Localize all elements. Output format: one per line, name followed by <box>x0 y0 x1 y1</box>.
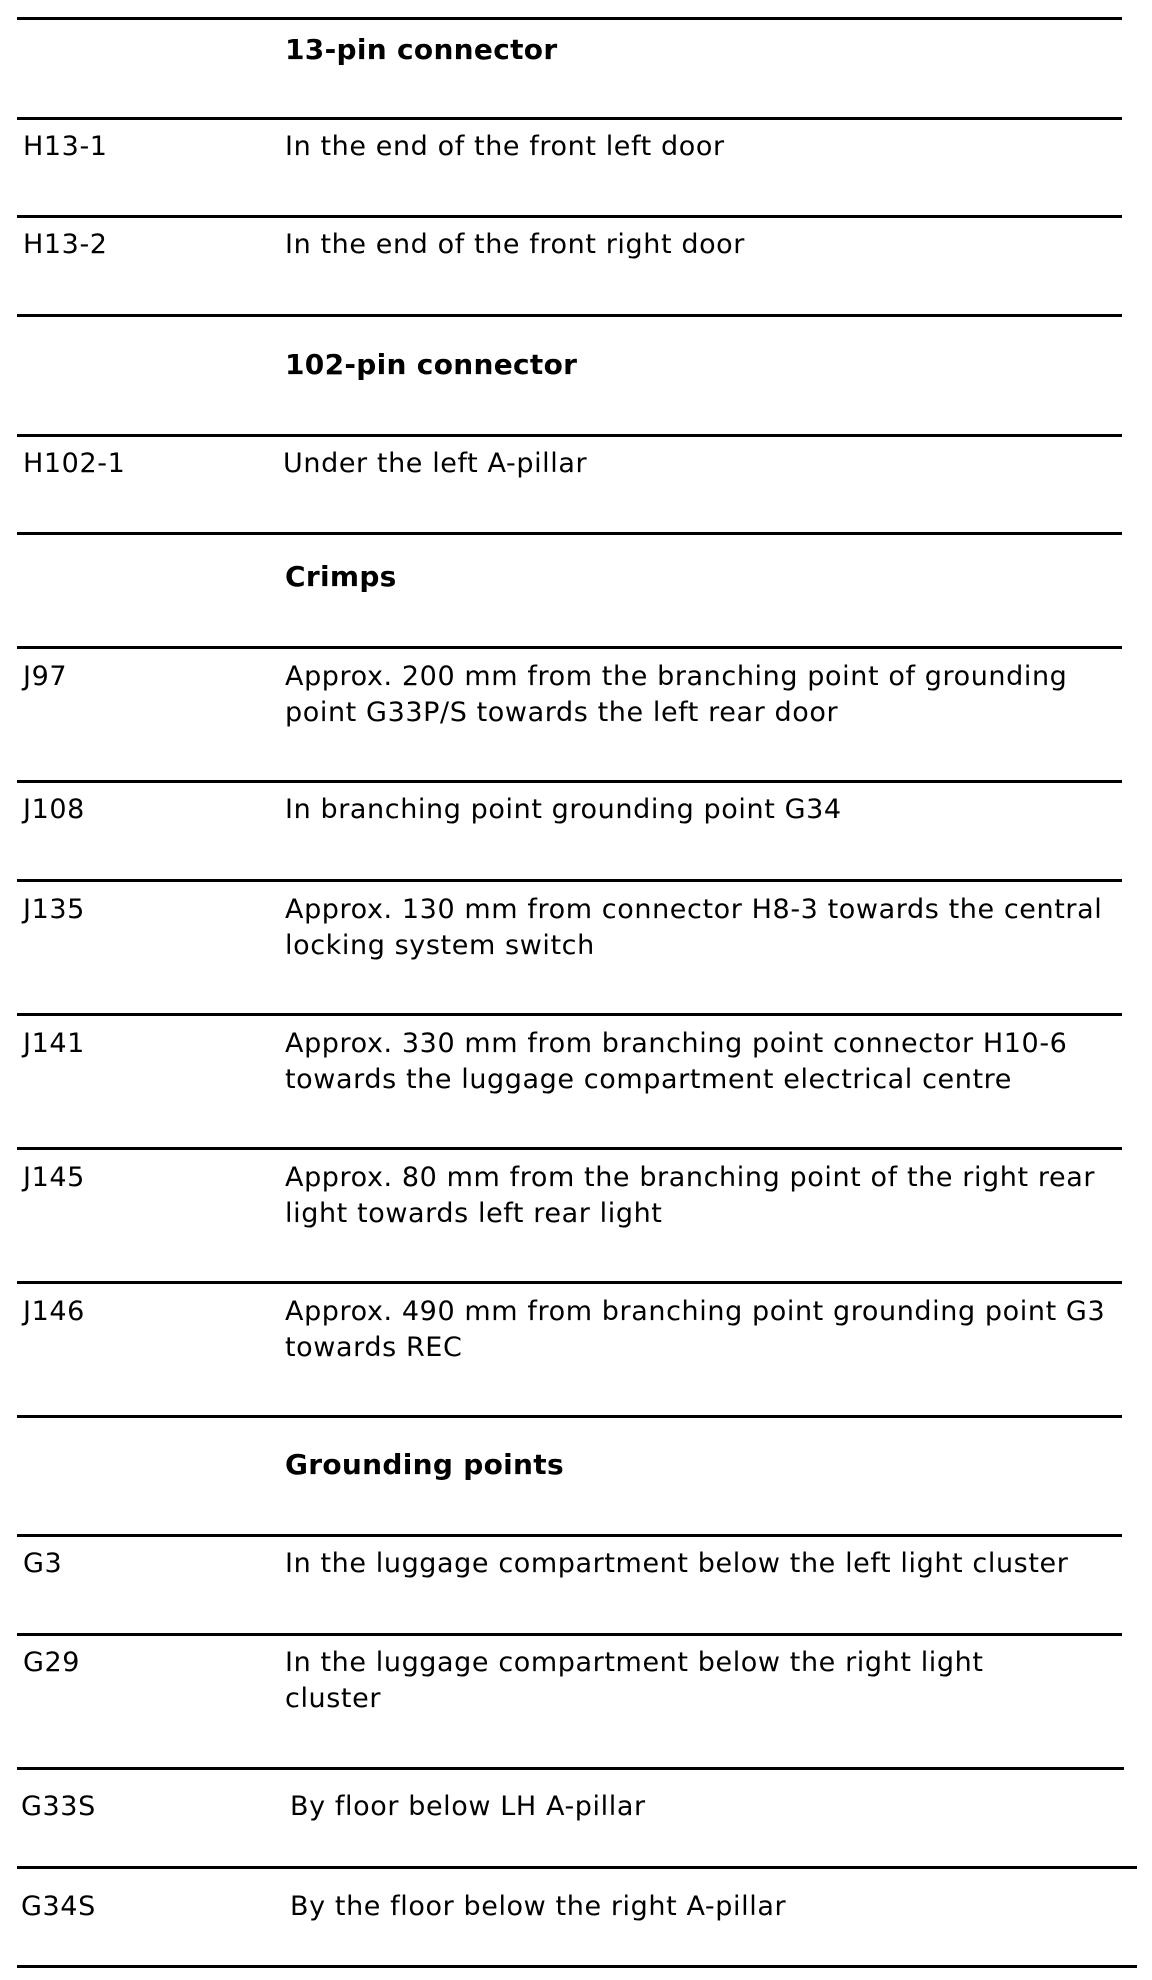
crimp-code: J97 <box>23 661 68 692</box>
table-rule <box>17 1633 1122 1636</box>
location-description: In the luggage compartment below the right light cluster <box>285 1647 984 1714</box>
table-rule <box>17 1415 1122 1418</box>
grounding-code: G29 <box>23 1647 81 1678</box>
table-rule <box>17 532 1122 535</box>
crimp-code: J141 <box>23 1028 85 1059</box>
table-rule <box>17 780 1122 783</box>
table-rule <box>17 1965 1137 1968</box>
location-description: Approx. 200 mm from the branching point of grounding point G33P/S towards the left rear door <box>285 661 1068 728</box>
grounding-code: G33S <box>21 1791 96 1822</box>
section-heading: 102-pin connector <box>285 348 578 381</box>
table-rule <box>17 117 1122 120</box>
crimp-code: J146 <box>23 1296 85 1327</box>
table-rule <box>17 646 1122 649</box>
location-description: Approx. 490 mm from branching point grounding point G3 towards REC <box>285 1296 1106 1363</box>
table-rule <box>17 314 1122 317</box>
table-rule <box>17 434 1122 437</box>
grounding-code: G34S <box>21 1891 96 1922</box>
section-heading: Grounding points <box>285 1448 564 1481</box>
grounding-code: G3 <box>23 1548 63 1579</box>
table-rule <box>17 1534 1122 1537</box>
location-description: By floor below LH A-pillar <box>290 1791 646 1822</box>
table-rule <box>17 1147 1122 1150</box>
crimp-code: J145 <box>23 1162 85 1193</box>
location-description: Under the left A-pillar <box>283 448 588 479</box>
location-description: By the floor below the right A-pillar <box>290 1891 787 1922</box>
table-rule <box>17 17 1122 20</box>
table-rule <box>17 879 1122 882</box>
location-description: In the end of the front right door <box>285 229 746 260</box>
table-rule <box>17 1866 1137 1869</box>
location-description: Approx. 130 mm from connector H8-3 towards the central locking system switch <box>285 894 1103 961</box>
location-description: Approx. 80 mm from the branching point of the right rear light towards left rear light <box>285 1162 1096 1229</box>
crimp-code: J135 <box>23 894 85 925</box>
table-rule <box>17 1013 1122 1016</box>
connector-code: H102-1 <box>23 448 126 479</box>
connector-code: H13-2 <box>23 229 108 260</box>
location-description: In branching point grounding point G34 <box>285 794 842 825</box>
location-description: Approx. 330 mm from branching point connector H10-6 towards the luggage compartment electrical centre <box>285 1028 1068 1095</box>
section-heading: Crimps <box>285 560 397 593</box>
location-description: In the end of the front left door <box>285 131 725 162</box>
table-rule <box>17 1281 1122 1284</box>
location-description: In the luggage compartment below the left light cluster <box>285 1548 1069 1579</box>
table-rule <box>17 215 1122 218</box>
connector-code: H13-1 <box>23 131 108 162</box>
crimp-code: J108 <box>23 794 85 825</box>
section-heading: 13-pin connector <box>285 33 558 66</box>
table-rule <box>17 1767 1124 1770</box>
